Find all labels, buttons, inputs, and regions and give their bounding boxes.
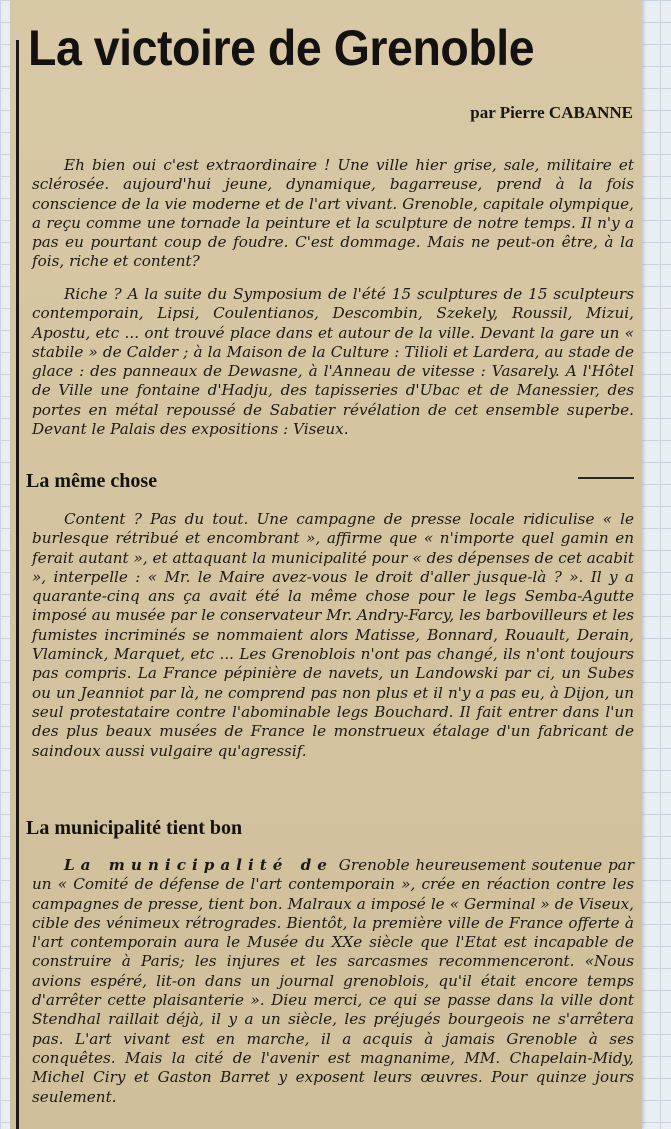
- intro-paragraph-2: Riche ? A la suite du Symposium de l'été 15 sculptures de 15 sculpteurs contemporain, Lipsi, Coulentianos, Descombin, Szekely, Roussil, Mizui, Apostu, etc ... ont trouvé place dans et autour de la ville. Devant la gare un « stabile » de Calder ; à la Maison de la Culture : Tilioli et Lardera, au stade de glace : des panneaux de Dewasne, à l'Anneau de vitesse : Vasarely. A l'Hôtel de Ville une fontaine d'Hadju, des tapisseries d'Ubac et de Manessier, des portes en métal repoussé de Sabatier révélation de cet ensemble superbe. Devant le Palais des expositions : Viseux.: [32, 285, 634, 439]
- section-2-paragraph: [32, 856, 634, 1107]
- article-title: La victoire de Grenoble: [28, 20, 535, 76]
- column-rule: [16, 40, 19, 1129]
- column-rule-fragment: [578, 477, 634, 479]
- article-byline: par Pierre CABANNE: [470, 103, 633, 122]
- intro-paragraph-1: Eh bien oui c'est extraordinaire ! Une ville hier grise, sale, militaire et sclérosée. aujourd'hui jeune, dynamique, bagarreuse, prend à la fois conscience de la vie moderne et de l'art vivant. Grenoble, capitale olympique, a reçu comme une tornade la peinture et la sculpture de notre temps. Il n'y a pas eu pourtant coup de foudre. C'est dommage. Mais ne peut-on être, à la fois, riche et content?: [32, 156, 634, 271]
- section-1-paragraph: Content ? Pas du tout. Une campagne de presse locale ridiculise « le burlesque rétribué et encombrant », affirme que « n'importe quel gamin en ferait autant », et attaquant la municipalité pour « des dépenses de cet acabit », interpelle : « Mr. le Maire avez-vous le droit d'aller jusque-là ? ». Il y a quarante-cinq ans ça avait été la même chose pour le legs Semba-Agutte imposé au musée par le conservateur Mr. Andry-Farcy, les barbovilleurs et les fumistes incriminés se nommaient alors Matisse, Bonnard, Rouault, Derain, Vlaminck, Marquet, etc ... Les Grenoblois n'ont pas changé, ils n'ont toujours pas compris. La France pépinière de navets, un Landowski par ci, un Subes ou un Jeanniot par là, ne comprend pas non plus et il n'y a pas eu, à Dijon, un seul protestataire contre l'abominable legs Bouchard. Il fait entrer dans l'un des plus beaux musées de France le monstrueux étalage d'un fabricant de saindoux aussi vulgaire qu'agressif.: [32, 510, 634, 760]
- section-heading-2: La municipalité tient bon: [26, 817, 243, 839]
- section-heading-1: La même chose: [26, 470, 158, 492]
- section-2-text: Grenoble heureusement soutenue par un « Comité de défense de l'art contemporain », crée en réaction contre les campagnes de presse, tient bon. Malraux a imposé le « Germinal » de Viseux, cible des vénimeux rétrogrades. Bientôt, la première ville de France offerte à l'art contemporain aura le Musée du XXe siècle que l'Etat est incapable de construire à Paris; les injures et les sarcasmes recommenceront. «Nous avions espéré, lit-on dans un journal grenoblois, qu'il était encore temps d'arrêter cette plaisanterie ». Dieu merci, ce qui se passe dans la ville dont Stendhal raillait déjà, il y a un siècle, les préjugés bourgeois ne s'arrêtera pas. L'art vivant est en marche, il a acquis à jamais Grenoble à ses conquêtes. Mais la cité de l'avenir est magnanime, MM. Chapelain-Midy, Michel Ciry et Gaston Barret y exposent leurs œuvres. Pour quinze jours seulement.: [32, 856, 634, 1106]
- spaced-lead: La municipalité de: [64, 856, 333, 874]
